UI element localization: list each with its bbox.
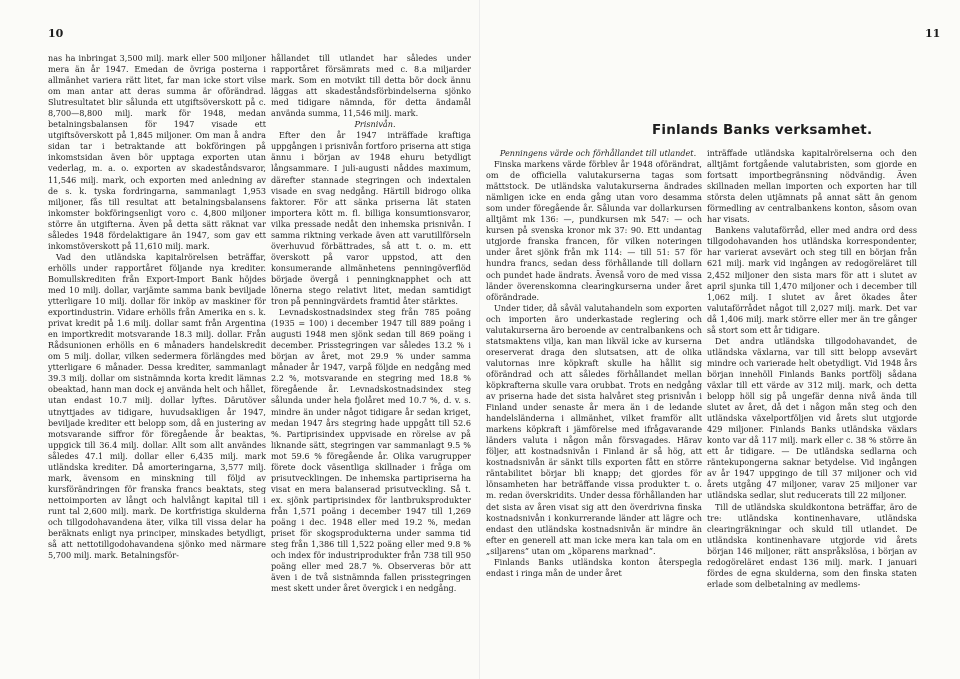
paragraph: hållandet till utlandet har således under rapportåret försämrats med c. 8.a miljarder mark. Som en motvikt till detta bör dock ännu läggas att skadeståndsförbindelserna sjönko med tidigare nämnda, för detta ändamål använda summa, 11,546 milj. mark. xyxy=(271,53,471,119)
paragraph: Finska markens värde förblev år 1948 oförändrat, om de officiella valutakurserna tagas som mättstock. De utländska valutakurserna ändrades nämligen icke en enda gång utan voro desamma som under föregående år. Sålunda var dollarkursen alltjämt mk 136: —, pundkursen mk 547: — och kursen på svenska kronor mk 37: 90. Ett undantag utgjorde franska francen, för vilken noteringen under året sjönk från mk 114: — till 51: 57 för hundra francs, sedan dess förhållande till dollarn och pundet hade ändrats. Ävenså voro de med vissa länder överenskomna clearingkurserna under året oförändrade. xyxy=(486,159,702,302)
paragraph: nas ha inbringat 3,500 milj. mark eller 500 miljoner mera än år 1947. Emedan de övriga posterna i allmänhet variera rätt litet, far man icke stort vilse om man antar att deras summa är oförändrad. Slutresultatet blir sålunda ett utgiftsöverskott på c. 8,700—8,800 milj. mark för 1948, medan betalningsbalansen för 1947 visade ett utgiftsöverskott på 1,845 miljoner. Om man å andra sidan tar i betraktande att bokföringen på inkomstsidan även bör upptaga exporten utan vederlag, m. a. o. exporten av skadeståndsvaror, 11,546 milj. mark, och exporten med anledning av de s. k. tyska fordringarna, sammanlagt 1,953 miljoner, fås till resultat att betalningsbalansens inkomster bokföringsenligt voro c. 4,800 miljoner större än utgifterna. Även på detta sätt räknat var således 1948 fördelaktigare än 1947, som gav ett inkomstöverskott på 11,610 milj. mark. xyxy=(48,53,266,251)
section-heading-penningens-varde: Penningens värde och förhållandet till utlandet. xyxy=(499,148,697,158)
page-number-left: 10 xyxy=(48,27,64,40)
paragraph: Efter den år 1947 inträffade kraftiga uppgången i prisnivån fortforo priserna att stiga ännu i början av 1948 ehuru betydligt långsammare. I juli-augusti nåddes maximum, därefter stannade stegringen och indextalen visade en svag nedgång. Härtill bidrogo olika faktorer. För att sänka priserna lät staten importera kött m. fl. billiga konsumtionsvaror, vilka pressade nedåt den inhemska prisnivån. I samma riktning verkade även att varutillförseln överhuvud förbättrades, så att t. o. m. ett överskott på varor uppstod, att den konsumerande allmänhetens penningöverflöd började övergå i penningknapphet och att lönerna stego relativt litet, medan samtidigt tron på penningvärdets framtid åter stärktes. xyxy=(271,130,471,307)
paragraph: Levnadskostnadsindex steg från 785 poäng (1935 = 100) i december 1947 till 889 poäng i augusti 1948 men sjönk sedan till 869 poäng i december. Prisstegringen var således 13.2 % i början av året, mot 29.9 % under samma månader år 1947, varpå följde en nedgång med 2.2 %, motsvarande en stegring med 18.8 % föregående år. Levnadskostnadsindex steg sålunda under hela fjolåret med 10.7 %, d. v. s. mindre än under något tidigare år sedan kriget, medan 1947 års stegring hade uppgått till 52.6 %. Partiprisindex uppvisade en rörelse av på liknande sätt, stegringen var sammanlagt 9.5 % mot 59.6 % föregående år. Olika varugrupper förete dock väsentliga skillnader i fråga om prisutvecklingen. De inhemska partipriserna ha visat en mera balanserad prisutveckling. Så t. ex. sjönk partiprisindex för lantbruksprodukter från 1,571 poäng i december 1947 till 1,269 poäng i dec. 1948 eller med 19.2 %, medan priset för skogsprodukterna under samma tid steg från 1,386 till 1,522 poäng eller med 9.8 % och index för industriprodukter från 738 till 950 poäng eller med 28.7 %. Observeras bör att även i de två sistnämnda fallen prisstegringen mest skett under året övergick i en nedgång. xyxy=(271,307,471,594)
paragraph: Vad den utländska kapitalrörelsen beträffar, erhölls under rapportåret följande nya krediter. Bomullskrediten från Export-Import Bank höjdes med 10 milj. dollar, varjämte samma bank beviljade ytterligare 10 milj. dollar för inköp av maskiner för exportindustrin. Vidare erhölls från Amerika en s. k. privat kredit på 1.6 milj. dollar samt från Argentina en importkredit motsvarande 18.3 milj. dollar. Från Rådsunionen erhölls en 6 månaders handelskredit om 5 milj. dollar, vilken sedermera förlängdes med ytterligare 6 månader. Dessa krediter, sammanlagt 39.3 milj. dollar om sistnämnda korta kredit lämnas obeaktad, hann man dock ej använda helt och hållet, utan endast 10.7 milj. dollar lyftes. Därutöver utnyttjades av tidigare, huvudsakligen år 1947, beviljade krediter ett belopp som, då en justering av motsvarande siffror för föregående år beaktas, uppgick till 36.4 milj. dollar. Allt som allt användes således 47.1 milj. dollar eller 6,435 milj. mark utländska krediter. Då amorteringarna, 3,577 milj. mark, ävensom en minskning till följd av kursförändringen för franska francs beaktats, steg nettoimporten av långt och halvlångt kapital till i runt tal 2,600 milj. mark. De kortfristiga skulderna och tillgodohavandena äter, vilka till vissa delar ha beräknats enligt nya principer, minskades betydligt, så att nettotillgodohavandena sjönko med närmare 5,700 milj. mark. Betalningsför- xyxy=(48,251,266,561)
column-1 xyxy=(48,53,266,675)
paragraph: Till de utländska skuldkontona beträffar, äro de tre: utländska kontinenhavare, utländska clearingräkningar och skuld till utlandet. De utländska kontinenhavare utgjorde vid årets början 146 miljoner, rätt anspråkslösa, i början av redogöreläret endast 136 milj. mark. I januari fördes de egna skulderna, som den finska staten erlade som delbetalning av medlems- xyxy=(707,501,917,589)
article-title: Finlands Banks verksamhet. xyxy=(652,122,873,138)
paragraph: inträffade utländska kapitalrörelserna och den alltjämt fortgående valutabristen, som gjorde en fortsatt importbegränsning nödvändig. Även skillnaden mellan importen och exporten har till största delen utjämnats på annat sätt än genom förmedling av centralbankens konton, såsom ovan har visats. xyxy=(707,148,917,225)
paragraph: Bankens valutaförråd, eller med andra ord dess tillgodohavanden hos utländska korrespondenter, har varierat avsevärt och steg till en början från 621 milj. mark vid ingången av redogöreläret till 2,452 miljoner den sista mars för att i slutet av april sjunka till 1,470 miljoner och i december till 1,062 milj. I slutet av året ökades åter valutaförrådet något till 2,027 milj. mark. Det var då 1,406 milj. mark större eller mer än tre gånger så stort som ett år tidigare. xyxy=(707,225,917,335)
column-3 xyxy=(486,148,702,675)
page-gutter xyxy=(479,0,480,679)
section-heading-prisnivan: Prisnivån. xyxy=(354,119,396,130)
column-2 xyxy=(271,53,471,675)
column-4 xyxy=(707,148,917,675)
page-number-right: 11 xyxy=(925,27,941,40)
paragraph: Finlands Banks utländska konton återspegla endast i ringa mån de under året xyxy=(486,556,702,578)
paragraph: Det andra utländska tillgodohavandet, de utländska växlarna, var till sitt belopp avsevärt mindre och varierade helt obetydligt. Vid 1948 års början innehöll Finlands Banks portfölj sådana växlar till ett värde av 312 milj. mark, och detta belopp höll sig på ungefär denna nivå ända till slutet av året, då det i någon mån steg och den utländska växelportföljen vid årets slut utgjorde 429 miljoner. Finlands Banks utländska växlars konto var då 117 milj. mark eller c. 38 % större än ett år tidigare. — De utländska sedlarna och räntekupongerna saknar betydelse. Vid ingången av år 1947 uppgingo de till 37 miljoner och vid årets utgång 47 miljoner, varav 25 miljoner var utländska sedlar, slut reducerats till 22 miljoner. xyxy=(707,335,917,501)
paragraph: Under tider, då såväl valutahandeln som exporten och importen äro underkastade reglering och valutakurserna äro beroende av centralbankens och statsmaktens vilja, kan man likväl icke av kurserna oreserverat draga den slutsatsen, att de olika valutornas inre köpkraft skulle ha hållit sig oförändrad och att således förhållandet mellan köpkrafterna skulle vara orubbat. Trots en nedgång av priserna hade det sista halvåret steg prisnivån i Finland under senaste år mera än i de ledande handelsländerna i allmänhet, vilket framför allt markens köpkraft i jämförelse med ifrågavarande länders valuta i någon mån försvagades. Härav följer, att kostnadsnivån i Finland är så hög, att kostnadsnivån är sänkt tills exporten fått en större räntabilitet börjar bli knapp; det gjordes för lönsamheten har beträffande vissa produkter t. o. m. redan överskridits. Under dessa förhållanden har det sista av åren visat sig att den överdrivna finska kostnadsnivån i konkurrerande länder att lägre och endast den utländska kostnadsnivån är mindre än efter en generell att man icke mera kan tala om en „siljarens” utan om „köparens marknad”. xyxy=(486,302,702,556)
